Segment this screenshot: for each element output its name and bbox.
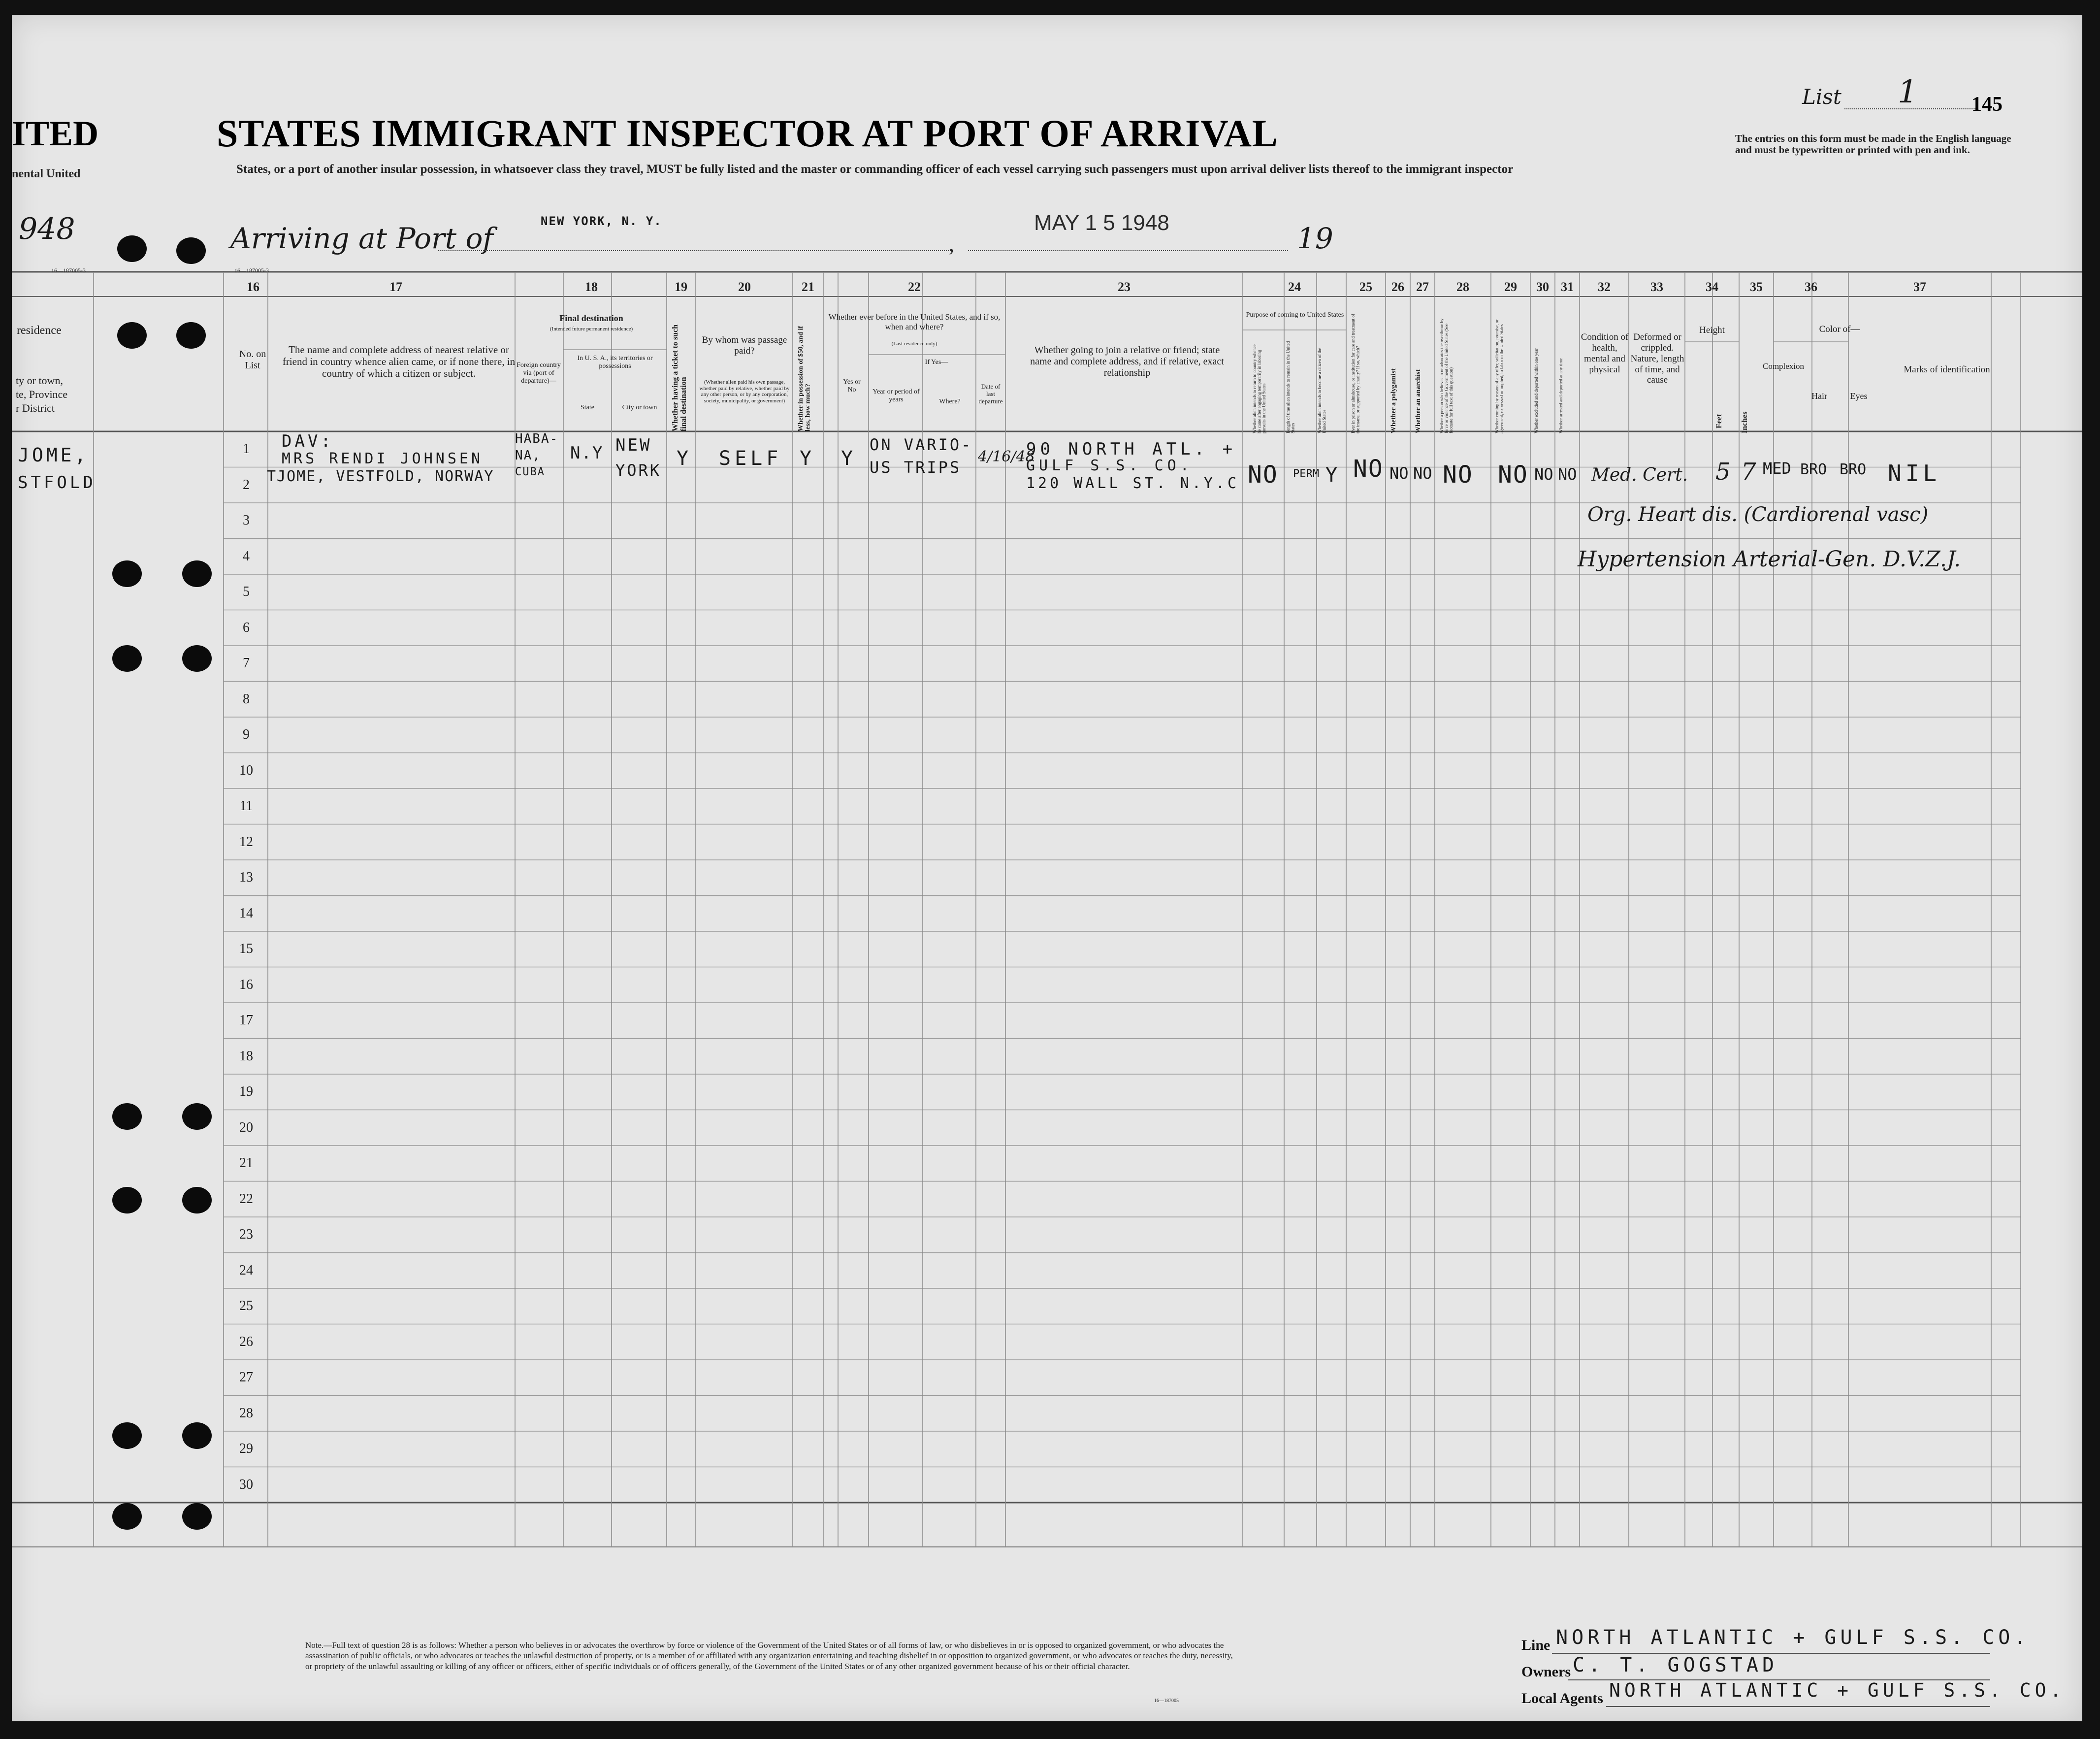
left-residence-sub1: ty or town,	[16, 374, 63, 387]
punch-hole	[112, 560, 142, 587]
row-number: 26	[239, 1334, 253, 1349]
colnum-26: 26	[1391, 280, 1404, 294]
row-number: 27	[239, 1370, 253, 1385]
entry-foreign-port-line1: HABA-	[515, 431, 559, 446]
punch-hole	[182, 1422, 212, 1449]
header-date-last-departure: Date of last departure	[978, 383, 1003, 405]
header-passage-paid: By whom was passage paid?	[702, 335, 787, 356]
entry-relative-line1: DAV:	[282, 431, 334, 451]
entry-before-period-line1: ON VARIO-	[870, 435, 973, 454]
left-fragment-sub: nental United	[12, 167, 81, 180]
left-residence-sub3: r District	[16, 402, 55, 414]
header-purpose: Purpose of coming to United States	[1246, 311, 1344, 319]
local-agents-value: NORTH ATLANTIC + GULF S.S. CO.	[1609, 1679, 2066, 1701]
row-number: 10	[239, 762, 253, 778]
punch-hole	[176, 322, 206, 349]
header-final-destination-sub: (Intended future permanent residence)	[549, 326, 633, 332]
colnum-34: 34	[1706, 280, 1718, 294]
colnum-28: 28	[1456, 280, 1469, 294]
header-purpose-a: Whether alien intends to return to country whence he came after engaging temporarily in laboring pursuits in the United States	[1252, 344, 1266, 433]
header-where: Where?	[939, 398, 961, 405]
header-foreign-country: Foreign country via (port of departure)—	[517, 361, 561, 385]
header-overthrow: Whether a person who believes in or advocates the overthrow by force or violence of the Government of the United States (See footnote for full text of this question)	[1439, 318, 1454, 433]
entry-anarchist: NO	[1413, 464, 1432, 483]
row-number: 6	[243, 620, 250, 635]
left-residence-sub2: te, Province	[16, 388, 68, 400]
port-underline	[438, 250, 953, 251]
header-passage-paid-sub: (Whether alien paid his own passage, whether paid by relative, whether paid by any other person, or by any corporation, society, municipality, or government)	[699, 379, 790, 404]
colnum-25: 25	[1359, 280, 1372, 294]
entry-foreign-port-line3: CUBA	[515, 466, 545, 478]
punch-hole	[112, 1187, 142, 1214]
colnum-16: 16	[247, 280, 259, 294]
header-complexion: Complexion	[1763, 361, 1805, 371]
entry-complexion: MED	[1763, 459, 1791, 478]
entry-purpose-a: NO	[1248, 461, 1278, 489]
header-inches: Inches	[1741, 411, 1749, 433]
form-title: STATES IMMIGRANT INSPECTOR AT PORT OF ARRIVAL	[217, 112, 1278, 155]
entry-paid-by: SELF	[719, 447, 782, 470]
header-join-relative: Whether going to join a relative or friend; state name and complete address, and if relative, exact relationship	[1030, 345, 1224, 378]
entry-marks: NIL	[1888, 460, 1941, 487]
entry-medical-note-2: Hypertension Arterial-Gen. D.V.Z.J.	[1578, 547, 1961, 572]
header-excluded: Whether excluded and deported within one year	[1534, 348, 1539, 433]
colnum-36: 36	[1805, 280, 1817, 294]
punch-hole	[176, 237, 206, 264]
local-agents-label: Local Agents	[1521, 1690, 1603, 1706]
row-number: 15	[239, 941, 253, 956]
punch-hole	[112, 1503, 142, 1530]
header-yes-or-no: Yes or No	[843, 378, 861, 394]
colnum-32: 32	[1598, 280, 1611, 294]
left-residence-entry2: STFOLD	[18, 473, 96, 492]
row-number: 12	[239, 834, 253, 850]
header-anarchist: Whether an anarchist	[1415, 369, 1422, 433]
row-number: 29	[239, 1441, 253, 1456]
punch-hole	[182, 1503, 212, 1530]
row-number: 28	[239, 1405, 253, 1421]
punch-hole	[182, 1103, 212, 1130]
row-number: 3	[243, 513, 250, 528]
colnum-35: 35	[1750, 280, 1763, 294]
paper-sheet	[12, 15, 2082, 1721]
colnum-21: 21	[802, 280, 814, 294]
arriving-label: Arriving at Port of	[230, 222, 493, 255]
agents-underline	[1606, 1706, 1990, 1707]
entry-join-line3: 120 WALL ST. N.Y.C	[1026, 475, 1240, 492]
colnum-20: 20	[738, 280, 751, 294]
header-purpose-c: Whether alien intends to become a citizen of the United States	[1317, 348, 1327, 433]
question-28-footnote: Note.—Full text of question 28 is as follows: Whether a person who believes in or advocates the overthrow by force or violence of the Government of the United States or of all forms of law, or who disbelieves in or is opposed to organized government, or who advocates the assassination of public officials, or who advocates or teaches the unlawful destruction of property, or is a member of or affiliated with any organization entertaining and teaching disbelief in or opposition to organized government, or who advocates or teaches the duty, necessity, or propriety of the unlawful assaulting or killing of any officer or officers, either of specific individuals or of officers generally, of the Government of the United States or of any other organized government because of his or their official character.	[305, 1641, 1233, 1671]
header-labor-offer: Whether coming by reason of any offer, solicitation, promise, or agreement, expressed or implied, to labor in the United States	[1494, 319, 1504, 433]
entry-purpose-b: PERM	[1293, 468, 1319, 480]
date-underline	[968, 250, 1288, 251]
row-number: 16	[239, 977, 253, 992]
entry-has-50: Y	[800, 447, 815, 470]
punch-hole	[182, 560, 212, 587]
owners-label: Owners	[1521, 1664, 1571, 1680]
entry-join-line1: 90 NORTH ATL. +	[1026, 439, 1237, 459]
header-eyes: Eyes	[1850, 391, 1868, 401]
owners-value: C. T. GOGSTAD	[1573, 1654, 1778, 1676]
entry-relative-line2: MRS RENDI JOHNSEN	[282, 450, 484, 467]
colnum-18: 18	[585, 280, 598, 294]
row-number: 5	[243, 584, 250, 599]
left-fragment-title: ITED	[12, 114, 99, 153]
row-number: 13	[239, 870, 253, 885]
form-code-bottom: 16—187005	[1154, 1698, 1179, 1704]
header-prison: Ever in prison or almshouse, or institution for care and treatment of the insane, or supported by charity? If so, which?	[1351, 314, 1360, 433]
entry-relative-line3: TJOME, VESTFOLD, NORWAY	[267, 468, 494, 485]
punch-hole	[182, 645, 212, 672]
header-ticket: Whether having a ticket to such final destination	[671, 324, 688, 431]
colnum-31: 31	[1561, 280, 1574, 294]
header-state: State	[581, 404, 594, 411]
colnum-22: 22	[908, 280, 921, 294]
row-number: 19	[239, 1084, 253, 1099]
entry-join-line2: GULF S.S. CO.	[1026, 457, 1193, 474]
entry-before-period-line2: US TRIPS	[870, 458, 962, 477]
row-number: 22	[239, 1191, 253, 1207]
row-number: 1	[243, 441, 250, 457]
header-height: Height	[1699, 325, 1725, 335]
entry-excluded: NO	[1534, 465, 1553, 484]
entry-state: N.Y	[570, 443, 604, 463]
header-arrested: Whether arrested and deported at any time	[1558, 358, 1563, 433]
list-label: List	[1802, 85, 1842, 109]
entry-prison: NO	[1353, 455, 1384, 483]
header-hair: Hair	[1811, 391, 1827, 401]
form-code-left: 16—187005-3	[51, 267, 86, 274]
date-stamp: MAY 1 5 1948	[1034, 211, 1169, 235]
entry-city-line1: NEW	[615, 435, 652, 455]
entry-feet: 5	[1715, 458, 1731, 486]
header-marks: Marks of identification	[1904, 364, 1990, 375]
row-number: 14	[239, 905, 253, 921]
colnum-23: 23	[1118, 280, 1131, 294]
row-number: 2	[243, 477, 250, 492]
colnum-29: 29	[1504, 280, 1517, 294]
left-fragment-year: 948	[19, 212, 75, 246]
header-deformed: Deformed or crippled. Nature, length of time, and cause	[1630, 332, 1684, 386]
row-number: 24	[239, 1262, 253, 1278]
punch-hole	[117, 322, 147, 349]
punch-hole	[112, 645, 142, 672]
entry-hair: BRO	[1800, 461, 1827, 478]
entry-purpose-c: Y	[1325, 464, 1341, 487]
entry-polygamist: NO	[1389, 464, 1409, 483]
header-health: Condition of health, mental and physical	[1581, 332, 1629, 375]
line-value: NORTH ATLANTIC + GULF S.S. CO.	[1556, 1626, 2030, 1649]
punch-hole	[182, 1187, 212, 1214]
row-number: 8	[243, 691, 250, 707]
row-number: 7	[243, 656, 250, 671]
header-polygamist: Whether a polygamist	[1390, 368, 1397, 433]
colnum-17: 17	[389, 280, 402, 294]
row-number: 17	[239, 1013, 253, 1028]
colnum-27: 27	[1416, 280, 1429, 294]
row-number: 30	[239, 1477, 253, 1492]
list-value: 1	[1898, 74, 1918, 110]
left-residence-entry1: JOME,	[18, 444, 89, 466]
header-feet: Feet	[1715, 414, 1723, 428]
entry-city-line2: YORK	[615, 461, 662, 480]
colnum-24: 24	[1288, 280, 1301, 294]
entry-medical-note-1: Org. Heart dis. (Cardiorenal vasc)	[1587, 503, 1929, 526]
entry-labor-offer: NO	[1498, 461, 1528, 489]
header-ever-before-sub: (Last residence only)	[891, 341, 937, 347]
header-year-period: Year or period of years	[872, 388, 920, 404]
header-color-of: Color of—	[1819, 324, 1860, 334]
row-number: 20	[239, 1119, 253, 1135]
header-no-on-list: No. on List	[239, 349, 266, 371]
row-number: 9	[243, 727, 250, 742]
header-city: City or town	[622, 404, 657, 411]
entry-before-yesno: Y	[841, 447, 856, 470]
entry-inches: 7	[1741, 458, 1756, 486]
row-number: 25	[239, 1298, 253, 1313]
line-label: Line	[1521, 1637, 1551, 1653]
row-number: 21	[239, 1155, 253, 1171]
header-final-destination: Final destination	[559, 313, 623, 323]
row-number: 4	[243, 548, 250, 564]
punch-hole	[112, 1422, 142, 1449]
colnum-37: 37	[1913, 280, 1926, 294]
colnum-33: 33	[1650, 280, 1663, 294]
row-number: 23	[239, 1227, 253, 1242]
entry-arrested: NO	[1558, 465, 1577, 484]
entry-ticket: Y	[677, 447, 692, 470]
row-number: 18	[239, 1048, 253, 1064]
year-prefix: 19	[1297, 222, 1333, 255]
port-comma: ,	[949, 232, 954, 256]
header-possession-50: Whether in possession of $50, and if less, how much?	[797, 326, 812, 431]
punch-hole	[112, 1103, 142, 1130]
form-grid	[12, 15, 2082, 1721]
page-number: 145	[1971, 93, 2003, 116]
english-language-note: The entries on this form must be made in the English language and must be typewritten or printed with pen and ink.	[1735, 132, 2011, 156]
header-ever-before: Whether ever before in the United States, and if so, when and where?	[828, 312, 1001, 331]
row-number: 11	[239, 798, 253, 814]
header-nearest-relative: The name and complete address of nearest relative or friend in country whence alien came, or if none there, in country of which a citizen or subject.	[282, 344, 516, 380]
entry-health: Med. Cert.	[1591, 465, 1688, 485]
colnum-19: 19	[675, 280, 687, 294]
header-if-yes: If Yes—	[925, 359, 948, 366]
form-subtitle: States, or a port of another insular possession, in whatsoever class they travel, MUST be fully listed and the master or commanding officer of each vessel carrying such passengers must upon arrival deliver lists thereof to the immigrant inspector	[236, 163, 1514, 176]
entry-eyes: BRO	[1840, 461, 1867, 478]
left-residence-label: residence	[17, 324, 62, 337]
entry-last-departure: 4/16/48	[978, 448, 1035, 465]
form-code-mid: 16—187005-3	[234, 267, 269, 274]
header-purpose-b: Length of time alien intends to remain in the United States	[1286, 341, 1295, 433]
header-in-usa: In U. S. A., its territories or possessions	[577, 355, 653, 370]
port-value: NEW YORK, N. Y.	[541, 214, 662, 228]
punch-hole	[117, 235, 147, 262]
entry-overthrow: NO	[1443, 461, 1473, 489]
entry-foreign-port-line2: NA,	[515, 448, 541, 463]
colnum-30: 30	[1536, 280, 1549, 294]
